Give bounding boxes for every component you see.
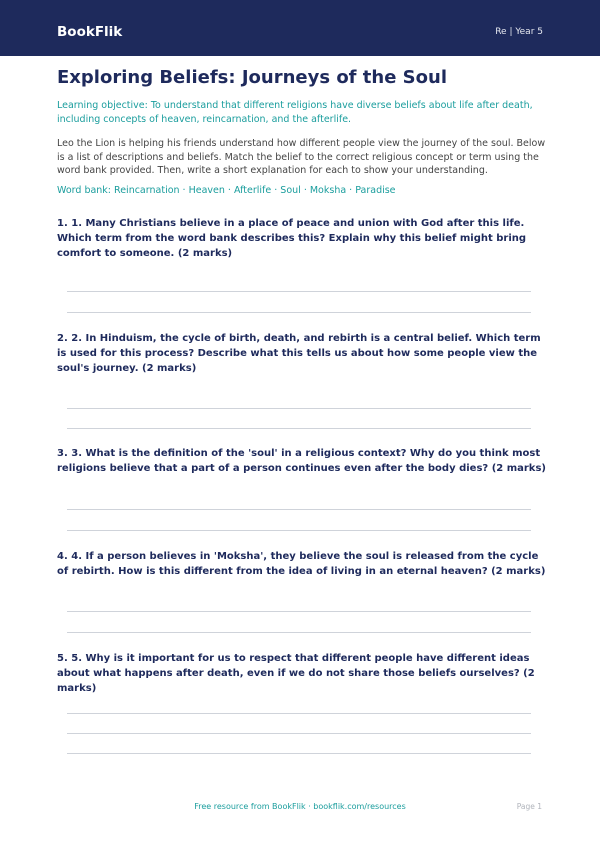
question-1: 1. 1. Many Christians believe in a place of peace and union with God after this life. Which term from the word bank describes this? Explain why this belief might bring comfort to someone. (2 marks)	[57, 218, 527, 259]
question-2: 2. 2. In Hinduism, the cycle of birth, death, and rebirth is a central belief. Which term is used for this process? Describe what this tells us about how some people view the soul's journey. (2 marks)	[57, 333, 541, 374]
question-4: 4. 4. If a person believes in 'Moksha', they believe the soul is released from the cycle of rebirth. How is this different from the idea of living in an eternal heaven? (2 marks)	[57, 551, 546, 577]
answer-line[interactable]	[67, 611, 531, 612]
answer-line[interactable]	[67, 530, 531, 531]
answer-line[interactable]	[67, 291, 531, 292]
question-5: 5. 5. Why is it important for us to respect that different people have different ideas about what happens after death, even if we do not share those beliefs ourselves? (2 marks)	[57, 653, 535, 694]
word-bank: Word bank: Reincarnation · Heaven · Afterlife · Soul · Moksha · Paradise	[57, 185, 396, 196]
page-number: Page 1	[516, 802, 542, 811]
answer-line[interactable]	[67, 509, 531, 510]
subject-year-label: Re | Year 5	[495, 27, 543, 37]
page-title: Exploring Beliefs: Journeys of the Soul	[57, 67, 447, 88]
intro-paragraph: Leo the Lion is helping his friends understand how different people view the journey of the soul. Below is a list of descriptions and beliefs. Match the belief to the correct religious concept or term using the word bank provided. Then, write a short explanation for each to show your understanding.	[57, 138, 546, 176]
answer-line[interactable]	[67, 632, 531, 633]
learning-objective: Learning objective: To understand that different religions have diverse beliefs about life after death, including concepts of heaven, reincarnation, and the afterlife.	[57, 100, 533, 125]
answer-line[interactable]	[67, 312, 531, 313]
question-3: 3. 3. What is the definition of the 'soul' in a religious context? Why do you think most religions believe that a part of a person continues even after the body dies? (2 marks)	[57, 448, 546, 474]
header-bar	[0, 0, 600, 56]
answer-line[interactable]	[67, 408, 531, 409]
answer-line[interactable]	[67, 428, 531, 429]
footer-resource-link[interactable]: Free resource from BookFlik · bookflik.com/resources	[194, 802, 406, 811]
answer-line[interactable]	[67, 753, 531, 754]
brand-logo-text[interactable]: BookFlik	[57, 24, 123, 40]
answer-line[interactable]	[67, 733, 531, 734]
answer-line[interactable]	[67, 713, 531, 714]
